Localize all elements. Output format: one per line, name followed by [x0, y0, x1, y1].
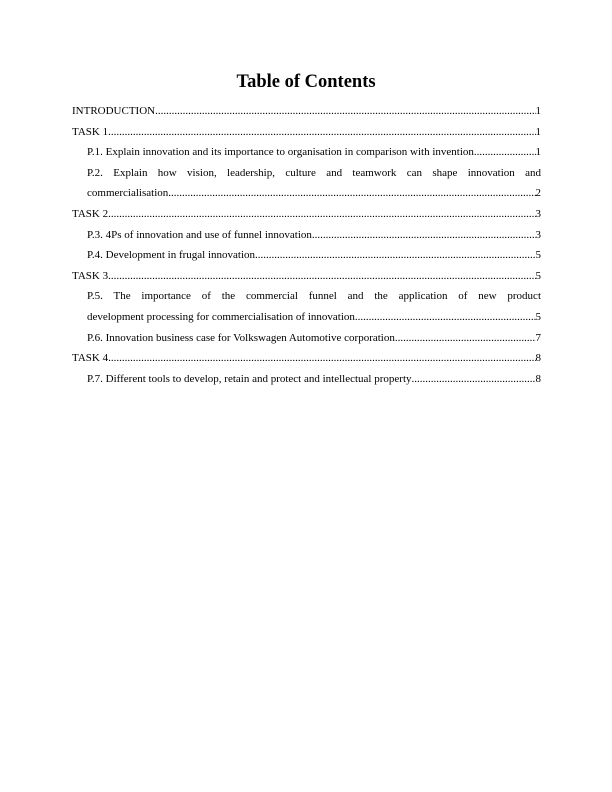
- toc-page-number: 2: [535, 187, 541, 200]
- toc-entry-p5[interactable]: [72, 307, 541, 328]
- table-of-contents: [72, 101, 541, 389]
- toc-leader-dots: [168, 183, 535, 204]
- toc-page-number: 7: [535, 331, 541, 344]
- toc-page-number: 3: [535, 207, 541, 220]
- toc-entry-task-4[interactable]: [72, 348, 541, 369]
- toc-page-number: 8: [535, 372, 541, 385]
- toc-page-number: 5: [535, 269, 541, 282]
- toc-entry-task-3[interactable]: [72, 266, 541, 287]
- toc-entry-label: INTRODUCTION: [72, 105, 156, 117]
- toc-page-number: 1: [535, 125, 541, 138]
- toc-leader-dots: [108, 348, 535, 369]
- toc-entry-p6[interactable]: [72, 328, 541, 349]
- toc-entry-label: P.3. 4Ps of innovation and use of funnel innovation: [87, 228, 312, 241]
- toc-entry-p2-line-1[interactable]: P.2. Explain how vision, leadership, culture and teamwork can shape innovation and: [87, 166, 541, 179]
- toc-entry-p4[interactable]: [72, 245, 541, 266]
- toc-entry-p5-line-1[interactable]: P.5. The importance of the commercial funnel and the application of new product: [87, 290, 541, 303]
- toc-page-number: 5: [535, 310, 541, 323]
- toc-leader-dots: [412, 369, 536, 390]
- toc-page-number: 5: [535, 249, 541, 262]
- toc-entry-task-2[interactable]: [72, 204, 541, 225]
- toc-entry-label: commercialisation: [87, 187, 169, 200]
- toc-page-number: 1: [535, 105, 541, 117]
- toc-leader-dots: [155, 101, 535, 122]
- toc-entry-label: TASK 3: [72, 269, 109, 282]
- toc-leader-dots: [108, 122, 535, 143]
- toc-page-number: 3: [535, 228, 541, 241]
- toc-entry-introduction[interactable]: [72, 101, 541, 122]
- toc-leader-dots: [474, 142, 536, 163]
- toc-entry-label: TASK 2: [72, 207, 109, 220]
- toc-entry-label: TASK 1: [72, 125, 109, 138]
- toc-entry-p1[interactable]: [72, 142, 541, 163]
- toc-entry-label: P.1. Explain innovation and its importance to organisation in comparison with invention: [87, 146, 474, 159]
- page-title: Table of Contents: [236, 72, 376, 92]
- toc-entry-p3[interactable]: [72, 225, 541, 246]
- toc-entry-label: TASK 4: [72, 352, 109, 365]
- toc-leader-dots: [255, 245, 535, 266]
- toc-entry-label: development processing for commercialisation of innovation: [87, 310, 355, 323]
- toc-entry-task-1[interactable]: [72, 122, 541, 143]
- toc-entry-label: P.7. Different tools to develop, retain and protect and intellectual property: [87, 372, 412, 385]
- toc-leader-dots: [355, 307, 536, 328]
- toc-entry-p7[interactable]: [72, 369, 541, 390]
- toc-page-number: 1: [535, 146, 541, 159]
- toc-leader-dots: [395, 328, 536, 349]
- toc-leader-dots: [108, 266, 535, 287]
- toc-leader-dots: [108, 204, 535, 225]
- toc-entry-p2[interactable]: [72, 183, 541, 204]
- toc-page-number: 8: [535, 352, 541, 365]
- toc-entry-label: P.4. Development in frugal innovation: [87, 249, 256, 262]
- toc-entry-label: P.6. Innovation business case for Volkswagen Automotive corporation: [87, 331, 395, 344]
- toc-leader-dots: [312, 225, 536, 246]
